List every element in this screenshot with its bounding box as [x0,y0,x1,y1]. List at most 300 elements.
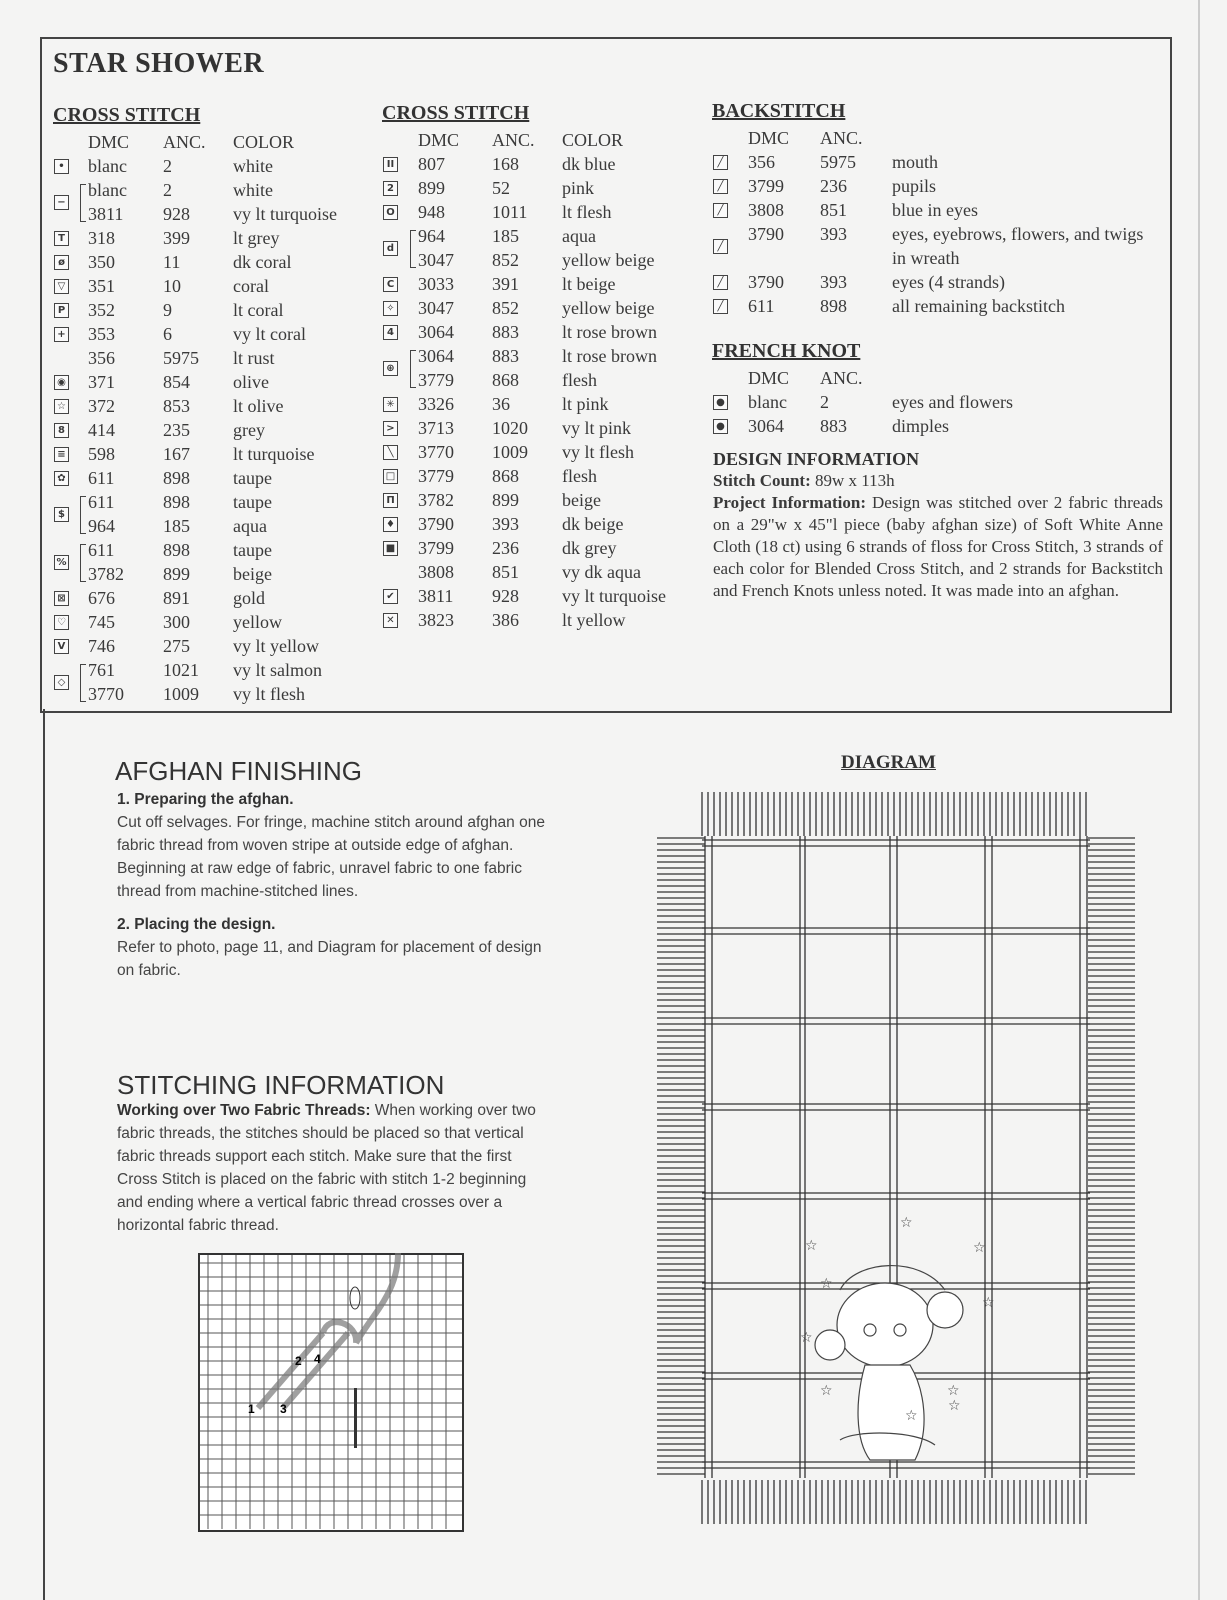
symbol-icon: ⊕ [383,361,398,376]
column-header-dmc: DMC [748,368,790,388]
key-line [382,560,702,584]
column-header-dmc: DMC [418,130,460,150]
floss-color: white [233,156,273,176]
symbol-icon: P [54,303,69,318]
step-1-title: 1. Preparing the afghan. [117,791,294,808]
floss-dmc: 899 [418,178,445,198]
symbol-icon: ● [713,419,728,434]
symbol-icon: − [54,195,69,210]
key-line [382,512,702,536]
floss-anc: 1021 [163,660,199,680]
symbol-icon: ≡ [54,447,69,462]
symbol-icon: > [383,421,398,436]
key-line [382,464,702,488]
floss-dmc: 351 [88,276,115,296]
floss-dmc: 353 [88,324,115,344]
key-entry [382,488,702,512]
key-line [382,200,702,224]
column-headers [712,366,1172,390]
floss-color: lt beige [562,274,616,294]
floss-color: beige [233,564,272,584]
floss-color: vy lt yellow [233,636,319,656]
key-entry [382,440,702,464]
design-information [713,449,1163,602]
floss-color: vy lt turquoise [233,204,337,224]
floss-dmc: blanc [88,180,127,200]
column-header-anc: ANC. [820,128,863,148]
floss-color: lt olive [233,396,284,416]
symbol-icon: ⊠ [54,591,69,606]
floss-color: flesh [562,466,597,486]
svg-text:☆: ☆ [905,1408,918,1424]
floss-anc: 393 [492,514,519,534]
section-heading: FRENCH KNOT [712,340,861,362]
column-headers [712,126,1172,150]
project-info-text: Design was stitched over 2 fabric threads on a 29"w x 45"l piece (baby afghan size) of Soft White Anne Cloth (18 ct) using 6 strands of floss for Cross Stitch, 3 strands of each color for Blended Cross Stitch, and 2 strands for Backstitch and French Knots unless noted. It was made into an afghan. [713,493,1163,600]
key-entry [382,560,702,584]
floss-anc: 852 [492,298,519,318]
symbol-icon: • [54,159,69,174]
floss-anc: 852 [492,250,519,270]
key-entry [53,586,373,610]
key-entry [712,150,1172,174]
bracket-icon [80,496,86,534]
floss-anc: 853 [163,396,190,416]
symbol-icon: V [54,639,69,654]
section-heading: BACKSTITCH [712,100,846,122]
symbol-icon: ø [54,255,69,270]
floss-color: flesh [562,370,597,390]
symbol-icon: ● [713,395,728,410]
floss-dmc: 611 [88,468,115,488]
floss-dmc: 761 [88,660,115,680]
stitching-lead: Working over Two Fabric Threads: [117,1102,371,1119]
key-entry [712,390,1172,414]
floss-anc: 6 [163,324,172,344]
floss-anc: 300 [163,612,190,632]
floss-anc: 236 [820,176,847,196]
floss-anc: 899 [492,490,519,510]
symbol-icon: ╱ [713,239,728,254]
key-entry [712,270,1172,294]
key-line [382,368,702,392]
floss-anc: 1009 [492,442,528,462]
floss-color: beige [562,490,601,510]
key-line [53,370,373,394]
key-line [53,394,373,418]
floss-anc: 386 [492,610,519,630]
key-entry [382,512,702,536]
column-headers [382,128,702,152]
floss-anc: 9 [163,300,172,320]
symbol-icon: ✿ [54,471,69,486]
key-line [382,584,702,608]
floss-color: pupils [892,176,937,196]
floss-color: yellow beige [562,298,655,318]
key-line [382,176,702,200]
key-line [712,294,1172,318]
key-entry [53,274,373,298]
svg-text:☆: ☆ [948,1398,961,1414]
floss-dmc: 746 [88,636,115,656]
stitch-number-3: 3 [280,1402,287,1416]
key-line [382,248,702,272]
step-1-text: Cut off selvages. For fringe, machine stitch around afghan one fabric thread from woven stripe at outside edge of afghan. Beginning at raw edge of fabric, unravel fabric to one fabric thread from machine-stitched lines. [117,814,545,900]
column-header-color: COLOR [233,132,295,152]
floss-anc: 899 [163,564,190,584]
svg-text:☆: ☆ [973,1240,986,1256]
key-line [382,440,702,464]
floss-anc: 928 [163,204,190,224]
stitch-diagram [198,1253,464,1533]
floss-dmc: 3782 [418,490,454,510]
floss-anc: 168 [492,154,519,174]
key-line [382,488,702,512]
stitch-count-label: Stitch Count: [713,471,811,490]
symbol-icon: ╱ [713,203,728,218]
floss-color: eyes (4 strands) [892,272,1005,292]
floss-dmc: 3808 [418,562,454,582]
key-line [53,442,373,466]
column-header-dmc: DMC [88,132,130,152]
floss-color: dk grey [562,538,617,558]
design-info-heading: DESIGN INFORMATION [713,449,920,469]
floss-anc: 854 [163,372,190,392]
floss-color: lt grey [233,228,280,248]
key-line [382,320,702,344]
key-entry [53,466,373,490]
key-entry [382,320,702,344]
key-line [53,610,373,634]
symbol-icon: Π [383,493,398,508]
column-header-anc: ANC. [492,130,535,150]
symbol-icon: + [54,327,69,342]
floss-anc: 2 [820,392,829,412]
key-entry [53,298,373,322]
floss-anc: 185 [492,226,519,246]
floss-color: grey [233,420,265,440]
floss-dmc: 598 [88,444,115,464]
floss-dmc: blanc [748,392,787,412]
floss-anc: 393 [820,272,847,292]
floss-color: white [233,180,273,200]
key-line [53,346,373,370]
floss-dmc: 414 [88,420,115,440]
key-line [712,414,1172,438]
floss-color: yellow [233,612,282,632]
stitch-number-4: 4 [314,1352,321,1366]
key-line [53,226,373,250]
key-line [53,682,373,706]
floss-anc: 185 [163,516,190,536]
key-line [712,222,1172,246]
floss-dmc: 3047 [418,250,454,270]
floss-anc: 883 [820,416,847,436]
symbol-icon: ♦ [383,517,398,532]
floss-color: vy lt pink [562,418,632,438]
floss-color: vy dk aqua [562,562,641,582]
svg-text:☆: ☆ [820,1383,833,1399]
key-line [53,538,373,562]
floss-dmc: 3713 [418,418,454,438]
page-edge [1198,0,1200,1600]
key-line [53,298,373,322]
symbol-icon: 2 [383,181,398,196]
key-line [53,202,373,226]
floss-anc: 10 [163,276,181,296]
floss-dmc: 356 [748,152,775,172]
floss-color: eyes, eyebrows, flowers, and twigs [892,224,1144,244]
page-title: STAR SHOWER [53,48,265,79]
floss-color: lt rose brown [562,346,657,366]
floss-anc: 36 [492,394,510,414]
key-entry [712,414,1172,438]
floss-color: olive [233,372,269,392]
key-entry [53,418,373,442]
floss-color: dk blue [562,154,616,174]
key-entry [382,392,702,416]
floss-dmc: 3033 [418,274,454,294]
floss-color: aqua [233,516,267,536]
floss-anc: 1009 [163,684,199,704]
floss-color: gold [233,588,266,608]
key-entry [53,178,373,226]
floss-color: lt rust [233,348,275,368]
key-entry [382,272,702,296]
key-entry [382,224,702,272]
floss-dmc: 676 [88,588,115,608]
key-line [53,490,373,514]
floss-anc: 898 [163,540,190,560]
floss-color: mouth [892,152,939,172]
column-header-dmc: DMC [748,128,790,148]
symbol-icon: d [383,241,398,256]
key-line [382,224,702,248]
diagram-heading: DIAGRAM [841,752,936,773]
floss-dmc: 3799 [418,538,454,558]
key-line [53,178,373,202]
floss-anc: 393 [820,224,847,244]
floss-anc: 883 [492,346,519,366]
cross-stitch-key-2 [382,102,702,632]
key-line [382,536,702,560]
floss-dmc: 371 [88,372,115,392]
key-line [382,152,702,176]
symbol-icon: ╱ [713,179,728,194]
floss-dmc: 3811 [418,586,454,606]
symbol-icon: ╲ [383,445,398,460]
floss-color: in wreath [892,248,960,268]
floss-anc: 1020 [492,418,528,438]
bracket-icon [410,230,416,268]
floss-color: dk beige [562,514,624,534]
floss-anc: 891 [163,588,190,608]
floss-color: taupe [233,540,272,560]
floss-dmc: 350 [88,252,115,272]
key-line [712,390,1172,414]
key-line [53,322,373,346]
stitching-body: When working over two fabric threads, the stitches should be placed so that vertical fabric threads support each stitch. Make sure that the first Cross Stitch is placed on the fabric with stitch 1-2 beginning and ending where a vertical fabric thread crosses over a horizontal fabric thread. [117,1102,536,1234]
column-header-anc: ANC. [163,132,206,152]
floss-dmc: 3779 [418,370,454,390]
floss-anc: 167 [163,444,190,464]
key-entry [382,176,702,200]
symbol-icon: ✳ [383,397,398,412]
symbol-icon: T [54,231,69,246]
floss-color: lt coral [233,300,284,320]
floss-anc: 898 [163,492,190,512]
stitching-info-text [117,1099,547,1237]
floss-color: all remaining backstitch [892,296,1065,316]
step-2-text: Refer to photo, page 11, and Diagram for placement of design on fabric. [117,939,542,979]
key-entry [712,198,1172,222]
symbol-icon: C [383,277,398,292]
floss-anc: 868 [492,370,519,390]
floss-dmc: 964 [418,226,445,246]
key-entry [53,322,373,346]
angel-motif [815,1266,963,1460]
floss-dmc: 3790 [418,514,454,534]
floss-color: vy lt flesh [562,442,634,462]
key-entry [53,346,373,370]
floss-dmc: 356 [88,348,115,368]
french-knot-key [712,340,1172,438]
floss-color: lt yellow [562,610,626,630]
column-headers [53,130,373,154]
floss-anc: 851 [820,200,847,220]
key-line [712,174,1172,198]
symbol-icon: ✔ [383,589,398,604]
key-line [712,150,1172,174]
cross-stitch-key-1 [53,104,373,706]
key-line [382,392,702,416]
section-heading: CROSS STITCH [382,102,530,124]
key-line [53,658,373,682]
floss-color: lt rose brown [562,322,657,342]
floss-dmc: 3064 [748,416,784,436]
key-entry [53,394,373,418]
symbol-icon: ✧ [383,301,398,316]
stitch-count-value: 89w x 113h [810,471,895,490]
floss-dmc: 318 [88,228,115,248]
floss-anc: 868 [492,466,519,486]
symbol-icon: ╱ [713,299,728,314]
key-entry [53,658,373,706]
floss-anc: 5975 [163,348,199,368]
column-header-anc: ANC. [820,368,863,388]
stitching-info-heading: STITCHING INFORMATION [117,1070,445,1100]
key-line [53,514,373,538]
floss-color: vy lt coral [233,324,306,344]
bracket-icon [80,184,86,222]
key-line [382,272,702,296]
floss-color: taupe [233,468,272,488]
symbol-icon: ♡ [54,615,69,630]
key-line [53,418,373,442]
floss-anc: 883 [492,322,519,342]
floss-dmc: 3770 [88,684,124,704]
symbol-icon: ◇ [54,675,69,690]
svg-text:☆: ☆ [900,1215,913,1231]
symbol-icon: ▽ [54,279,69,294]
key-line [382,296,702,320]
key-entry [382,200,702,224]
symbol-icon: 4 [383,325,398,340]
symbol-icon: □ [383,469,398,484]
floss-dmc: 372 [88,396,115,416]
key-entry [712,222,1172,270]
floss-anc: 898 [163,468,190,488]
key-line [712,198,1172,222]
key-line [53,250,373,274]
floss-dmc: 611 [88,540,115,560]
floss-anc: 2 [163,180,172,200]
key-entry [53,610,373,634]
floss-color: taupe [233,492,272,512]
floss-dmc: 3047 [418,298,454,318]
svg-text:☆: ☆ [805,1238,818,1254]
floss-anc: 11 [163,252,181,272]
floss-dmc: 807 [418,154,445,174]
symbol-icon: ╱ [713,155,728,170]
floss-anc: 52 [492,178,510,198]
floss-dmc: 3823 [418,610,454,630]
key-line [382,344,702,368]
floss-color: lt flesh [562,202,612,222]
svg-text:☆: ☆ [820,1276,833,1292]
floss-anc: 2 [163,156,172,176]
floss-color: vy lt flesh [233,684,305,704]
backstitch-key [712,100,1172,318]
floss-color: dimples [892,416,949,436]
key-entry [382,344,702,392]
svg-text:☆: ☆ [982,1295,995,1311]
key-line [53,154,373,178]
floss-color: yellow beige [562,250,655,270]
floss-color: lt turquoise [233,444,315,464]
divider [43,709,45,1600]
key-entry [53,538,373,586]
floss-anc: 236 [492,538,519,558]
stitch-number-1: 1 [248,1402,255,1416]
key-entry [53,370,373,394]
floss-dmc: blanc [88,156,127,176]
key-line [53,466,373,490]
floss-dmc: 611 [748,296,775,316]
floss-color: coral [233,276,269,296]
floss-dmc: 3770 [418,442,454,462]
floss-dmc: 352 [88,300,115,320]
floss-anc: 1011 [492,202,528,222]
floss-anc: 275 [163,636,190,656]
column-header-color: COLOR [562,130,624,150]
floss-anc: 898 [820,296,847,316]
key-entry [382,608,702,632]
key-entry [53,250,373,274]
floss-dmc: 3064 [418,346,454,366]
key-line [53,562,373,586]
floss-color: pink [562,178,595,198]
key-line [382,416,702,440]
bracket-icon [410,350,416,388]
symbol-icon: II [383,157,398,172]
floss-dmc: 3790 [748,224,784,244]
symbol-icon: % [54,555,69,570]
key-line [382,608,702,632]
floss-color: dk coral [233,252,292,272]
key-entry [382,464,702,488]
floss-color: aqua [562,226,596,246]
